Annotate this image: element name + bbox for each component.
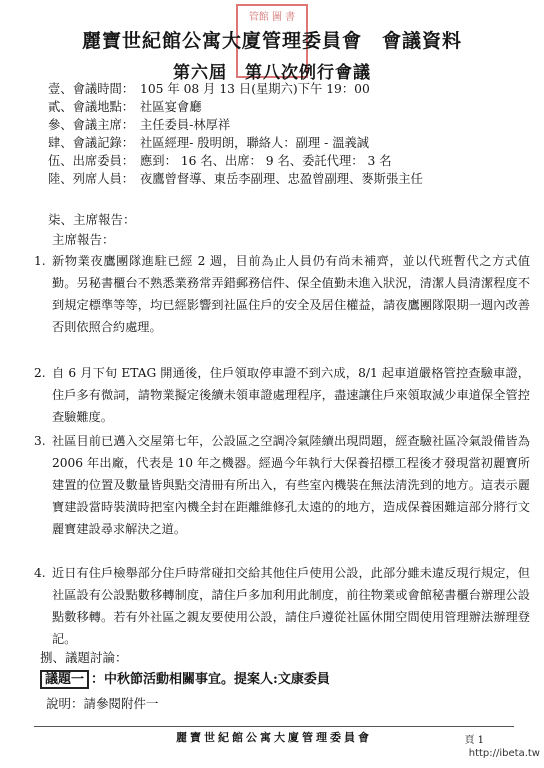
section-chair-report: 柒、主席報告： [48,212,136,227]
agenda-item-1 [40,668,330,687]
info-row-recorder [48,134,538,152]
page-footer [34,726,514,747]
item-number: 1. [34,254,46,268]
info-row-time [48,80,538,98]
info-label: 壹、會議時間： [48,82,135,96]
info-value: 社區宴會廳 [140,100,202,114]
page-number: 頁 1 [464,735,484,746]
info-value: 社區經理- 殷明朗，聯絡人：副理 - 溫義誠 [140,136,370,150]
info-value: 主任委員-林厚祥 [140,118,231,132]
item-text: 自 6 月下旬 ETAG 開通後，住戶領取停車證不到六成，8/1 起車道嚴格管控查驗車證，住戶多有微詞，請物業擬定後續未領車證處理程序，盡速讓住戶來領取減少車道保全管控查驗難度。 [52,366,530,424]
item-number: 3. [34,434,46,448]
info-label: 伍、出席委員： [48,154,135,168]
document-subtitle: 第六屆 第八次例行會議 [173,63,371,83]
info-label: 陸、列席人員： [48,172,135,186]
info-row-chair [48,116,538,134]
watermark-url: http://ibeta.tw [468,748,540,759]
report-item-1 [34,250,530,338]
item-text: 新物業夜鷹團隊進駐已經 2 週，目前為止人員仍有尚未補齊，並以代班暫代之方式值勤。另秘書櫃台不熟悉業務常弄錯郵務信件、保全值勤未進入狀況，清潔人員清潔程度不到規定標準等等，均已經影響到社區住戶的安全及居住權益，請夜鷹團隊限期一週內改善否則依照合約處理。 [52,254,530,334]
info-label: 貳、會議地點： [48,100,135,114]
report-item-3 [34,430,530,540]
stamp-text: 管館 圖 書 [248,12,296,23]
agenda-text: ：中秋節活動相關事宜。提案人:文康委員 [91,672,330,687]
item-text: 近日有住戶檢舉部分住戶時常碰扣交給其他住戶使用公設，此部分雖未違反現行規定，但社區設有公設點數移轉制度，請住戶多加利用此制度，前往物業或會館秘書櫃台辦理公設點數移轉。若有外社區之親友要使用公設，請住戶遵從社區休閒空間使用管理辦法辦理登記。 [52,566,530,646]
info-value: 105 年 08 月 13 日(星期六)下午 19：00 [140,82,370,96]
info-value: 應到： 16 名、出席： 9 名、委託代理： 3 名 [140,154,392,168]
info-value: 夜鷹曾督導、東岳李副理、忠盈曾副理、麥斯張主任 [140,172,423,186]
document-title: 麗寶世紀館公寓大廈管理委員會 會議資料 [81,30,462,52]
agenda-box-label: 議題一 [40,670,89,689]
item-number: 4. [34,566,46,580]
agenda-note: 說明：請參閱附件一 [46,696,159,711]
report-item-4 [34,562,530,650]
info-row-location [48,98,538,116]
info-label: 參、會議主席： [48,118,135,132]
meeting-info [48,80,538,188]
report-label: 主席報告： [52,232,115,247]
item-text: 社區目前已邁入交屋第七年，公設區之空調冷氣陸續出現問題，經查驗社區冷氣設備皆為 2006 年出廠，代表是 10 年之機器。經過今年執行大保養招標工程後才發現當初麗寶所建置的位置及數量皆與點交清冊有所出入，有些室內機裝在無法清洗到的地方。這表示麗寶建設當時裝潢時把室內機全封在距離維修孔太遠的的地方，造成保養困難這部分將行文麗寶建設尋求解決之道。 [52,434,530,536]
info-label: 肆、會議記錄： [48,136,135,150]
info-row-attendance [48,152,538,170]
info-row-attendees [48,170,538,188]
footer-title: 麗寶世紀館公寓大廈管理委員會 [176,731,372,744]
item-number: 2. [34,366,46,380]
section-discussion: 捌、議題討論： [40,650,128,665]
report-item-2 [34,362,530,428]
